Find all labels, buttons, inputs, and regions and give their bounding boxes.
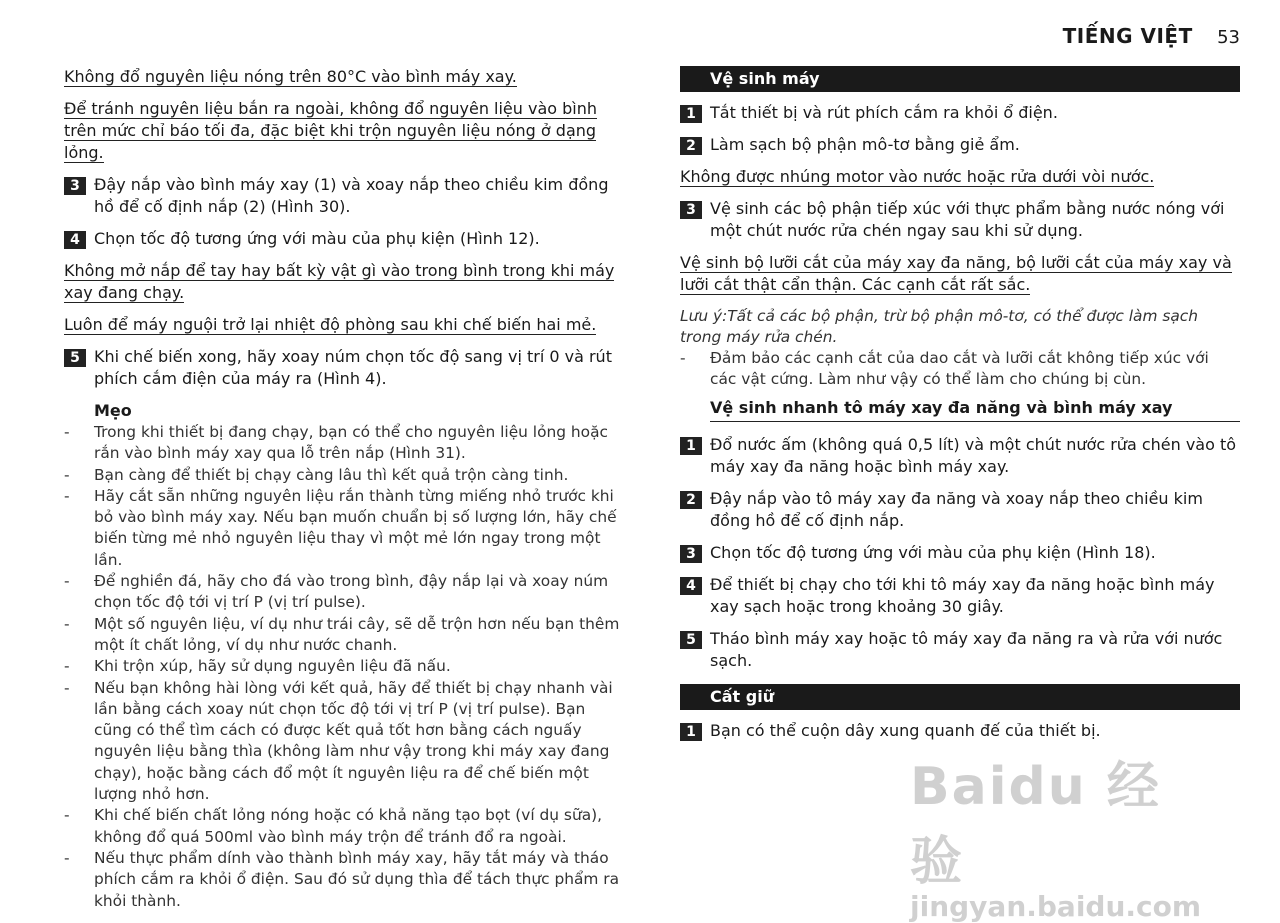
note-list: [680, 348, 1240, 391]
step-text: Đổ nước ấm (không quá 0,5 lít) và một chút nước rửa chén vào tô máy xay đa năng hoặc bình máy xay.: [710, 434, 1237, 476]
warning-lid-open: Không mở nắp để tay hay bất kỳ vật gì vào trong bình trong khi máy xay đang chạy.: [64, 261, 615, 302]
step-text: Chọn tốc độ tương ứng với màu của phụ kiện (Hình 18).: [710, 542, 1156, 562]
page-header: [1063, 24, 1240, 48]
quick-step-3: [680, 542, 1240, 564]
step-text: Chọn tốc độ tương ứng với màu của phụ kiện (Hình 12).: [94, 229, 540, 248]
step-text: Tắt thiết bị và rút phích cắm ra khỏi ổ điện.: [710, 103, 1058, 122]
tip-item: - Bạn càng để thiết bị chạy càng lâu thì kết quả trộn càng tinh.: [64, 465, 624, 486]
warning-no-immerse: Không được nhúng motor vào nước hoặc rửa dưới vòi nước.: [680, 167, 1155, 186]
tip-item: - Hãy cắt sẵn những nguyên liệu rắn thành từng miếng nhỏ trước khi bỏ vào bình máy xay. Nếu bạn muốn chuẩn bị số lượng lớn, hãy chế biến từng mẻ nhỏ nguyên liệu thay vì một mẻ lớn ngay trong một lần.: [64, 486, 624, 571]
section-heading-storage: Cất giữ: [680, 684, 1240, 710]
tip-item: - Trong khi thiết bị đang chạy, bạn có thể cho nguyên liệu lỏng hoặc rắn vào bình máy xay qua lỗ trên nắp (Hình 31).: [64, 422, 624, 465]
step-number-badge: 2: [680, 137, 702, 155]
step-text: Bạn có thể cuộn dây xung quanh đế của thiết bị.: [710, 720, 1101, 740]
step-text: Tháo bình máy xay hoặc tô máy xay đa năng ra và rửa với nước sạch.: [710, 628, 1223, 670]
step-number-badge: 4: [680, 577, 702, 595]
tip-item: - Một số nguyên liệu, ví dụ như trái cây, sẽ dễ trộn hơn nếu bạn thêm một ít chất lỏng, ví dụ như nước chanh.: [64, 614, 624, 657]
page-number: 53: [1217, 27, 1240, 48]
step-text: Vệ sinh các bộ phận tiếp xúc với thực phẩm bằng nước nóng với một chút nước rửa chén ngay sau khi sử dụng.: [710, 199, 1225, 240]
subsection-quick-clean: Vệ sinh nhanh tô máy xay đa năng và bình máy xay: [710, 397, 1240, 422]
step-number-badge: 3: [680, 545, 702, 563]
step-number-badge: 4: [64, 231, 86, 249]
cleaning-step-3: [680, 198, 1240, 242]
step-number-badge: 1: [680, 437, 702, 455]
tips-title: Mẹo: [94, 401, 132, 420]
note-item: - Đảm bảo các cạnh cắt của dao cắt và lưỡi cắt không tiếp xúc với các vật cứng. Làm như vậy có thể làm cho chúng bị cùn.: [680, 348, 1240, 391]
storage-step-1: [680, 720, 1240, 742]
baidu-watermark: [910, 744, 1202, 923]
quick-step-5: [680, 628, 1240, 672]
warning-hot-ingredients: Không đổ nguyên liệu nóng trên 80°C vào bình máy xay.: [64, 67, 517, 86]
quick-step-4: [680, 574, 1240, 618]
cleaning-step-2: [680, 134, 1240, 156]
step-number-badge: 1: [680, 723, 702, 741]
step-text: Khi chế biến xong, hãy xoay núm chọn tốc độ sang vị trí 0 và rút phích cắm điện của máy ra (Hình 4).: [94, 347, 612, 388]
warning-max-level: Để tránh nguyên liệu bắn ra ngoài, không đổ nguyên liệu vào bình trên mức chỉ báo tối đa, đặc biệt khi trộn nguyên liệu nóng ở dạng lỏng.: [64, 99, 598, 162]
tips-list: [64, 422, 624, 912]
step-3: [64, 174, 624, 218]
step-4: [64, 228, 624, 250]
language-label: TIẾNG VIỆT: [1062, 24, 1193, 48]
step-number-badge: 2: [680, 491, 702, 509]
warning-cool-down: Luôn để máy nguội trở lại nhiệt độ phòng sau khi chế biến hai mẻ.: [64, 315, 597, 334]
step-text: Làm sạch bộ phận mô-tơ bằng giẻ ẩm.: [710, 135, 1020, 154]
quick-step-1: [680, 434, 1240, 478]
step-text: Để thiết bị chạy cho tới khi tô máy xay đa năng hoặc bình máy xay sạch hoặc trong khoảng 30 giây.: [710, 574, 1215, 616]
step-text: Đậy nắp vào tô máy xay đa năng và xoay nắp theo chiều kim đồng hồ để cố định nắp.: [710, 488, 1203, 530]
tip-item: - Nếu thực phẩm dính vào thành bình máy xay, hãy tắt máy và tháo phích cắm ra khỏi ổ điện. Sau đó sử dụng thìa để tách thực phẩm ra khỏi thành.: [64, 848, 624, 912]
left-column: [64, 66, 624, 912]
step-number-badge: 5: [680, 631, 702, 649]
tip-item: - Nếu bạn không hài lòng với kết quả, hãy để thiết bị chạy nhanh vài lần bằng cách xoay nút chọn tốc độ tới vị trí P (vị trí pulse). Bạn cũng có thể tìm cách có được kết quả tốt hơn bằng cách nguấy nguyên liệu bằng thìa (không làm như vậy trong khi máy xay đang chạy), hoặc bằng cách đổ một ít nguyên liệu ra để chế biến một lượng nhỏ hơn.: [64, 678, 624, 806]
step-5: [64, 346, 624, 390]
quick-step-2: [680, 488, 1240, 532]
step-number-badge: 1: [680, 105, 702, 123]
tip-item: - Khi chế biến chất lỏng nóng hoặc có khả năng tạo bọt (ví dụ sữa), không đổ quá 500ml vào bình máy trộn để tránh đổ ra ngoài.: [64, 805, 624, 848]
step-number-badge: 5: [64, 349, 86, 367]
step-text: Đậy nắp vào bình máy xay (1) và xoay nắp theo chiều kim đồng hồ để cố định nắp (2) (Hình 30).: [94, 175, 609, 216]
cleaning-step-1: [680, 102, 1240, 124]
watermark-logo: Baidu 经验: [910, 757, 1161, 892]
step-number-badge: 3: [680, 201, 702, 219]
tip-item: - Để nghiền đá, hãy cho đá vào trong bình, đậy nắp lại và xoay núm chọn tốc độ tới vị trí P (vị trí pulse).: [64, 571, 624, 614]
watermark-url: jingyan.baidu.com: [910, 890, 1202, 923]
note-dishwasher: Lưu ý:Tất cả các bộ phận, trừ bộ phận mô-tơ, có thể được làm sạch trong máy rửa chén.: [680, 307, 1198, 346]
section-heading-cleaning: Vệ sinh máy: [680, 66, 1240, 92]
right-column: [680, 66, 1240, 752]
step-number-badge: 3: [64, 177, 86, 195]
tip-item: - Khi trộn xúp, hãy sử dụng nguyên liệu đã nấu.: [64, 656, 624, 677]
warning-sharp-blades: Vệ sinh bộ lưỡi cắt của máy xay đa năng, bộ lưỡi cắt của máy xay và lưỡi cắt thật cẩn thận. Các cạnh cắt rất sắc.: [680, 253, 1232, 294]
